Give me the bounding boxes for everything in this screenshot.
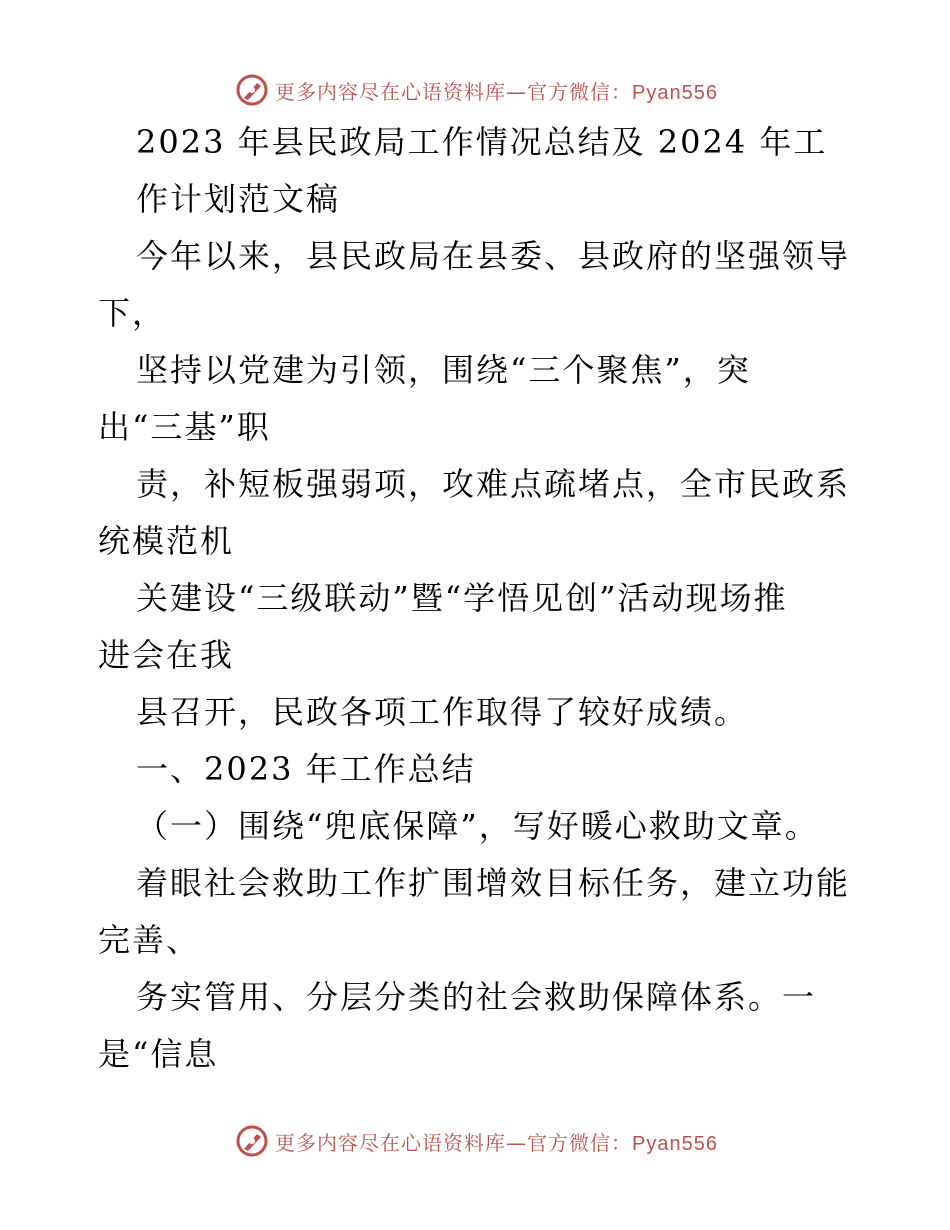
doc-paragraph-line: 是“信息 <box>98 1035 219 1073</box>
watermark-text <box>275 1127 718 1156</box>
doc-paragraph-line: 关建设“三级联动”暨“学悟见创”活动现场推 <box>136 579 788 617</box>
doc-paragraph-line: 出“三基”职 <box>98 408 271 446</box>
doc-paragraph-line: 进会在我 <box>98 636 235 674</box>
header-watermark <box>235 70 718 110</box>
watermark-account: Pyan556 <box>632 1132 718 1155</box>
doc-paragraph-line: 责，补短板强弱项，攻难点疏堵点，全市民政系 <box>136 465 851 503</box>
watermark-slogan: 更多内容尽在心语资料库 <box>275 1130 506 1155</box>
watermark-account: Pyan556 <box>632 81 718 104</box>
pen-logo-icon <box>235 73 269 107</box>
doc-paragraph-line: 今年以来，县民政局在县委、县政府的坚强领导 <box>136 237 851 275</box>
pen-logo-icon <box>235 1124 269 1158</box>
section-heading: 一、2023 年工作总结 <box>136 750 476 788</box>
doc-title-line-1: 2023 年县民政局工作情况总结及 2024 年工 <box>136 123 828 161</box>
watermark-separator: — <box>506 79 527 104</box>
doc-paragraph-line: 务实管用、分层分类的社会救助保障体系。一 <box>136 978 817 1016</box>
doc-paragraph-line: 下， <box>98 294 167 332</box>
doc-paragraph-line: 着眼社会救助工作扩围增效目标任务，建立功能 <box>136 864 851 902</box>
doc-paragraph-line: 坚持以党建为引领，围绕“三个聚焦”，突 <box>136 351 751 389</box>
watermark-separator: — <box>506 1130 527 1155</box>
doc-title-line-2: 作计划范文稿 <box>136 180 341 218</box>
watermark-slogan: 更多内容尽在心语资料库 <box>275 79 506 104</box>
watermark-text <box>275 76 718 105</box>
doc-paragraph-line: 统模范机 <box>98 522 235 560</box>
watermark-label: 官方微信： <box>527 1130 632 1155</box>
watermark-label: 官方微信： <box>527 79 632 104</box>
subsection-heading: （一）围绕“兜底保障”，写好暖心救助文章。 <box>136 807 819 845</box>
doc-paragraph-line: 完善、 <box>98 921 201 959</box>
doc-paragraph-line: 县召开，民政各项工作取得了较好成绩。 <box>136 693 749 731</box>
footer-watermark <box>235 1121 718 1161</box>
